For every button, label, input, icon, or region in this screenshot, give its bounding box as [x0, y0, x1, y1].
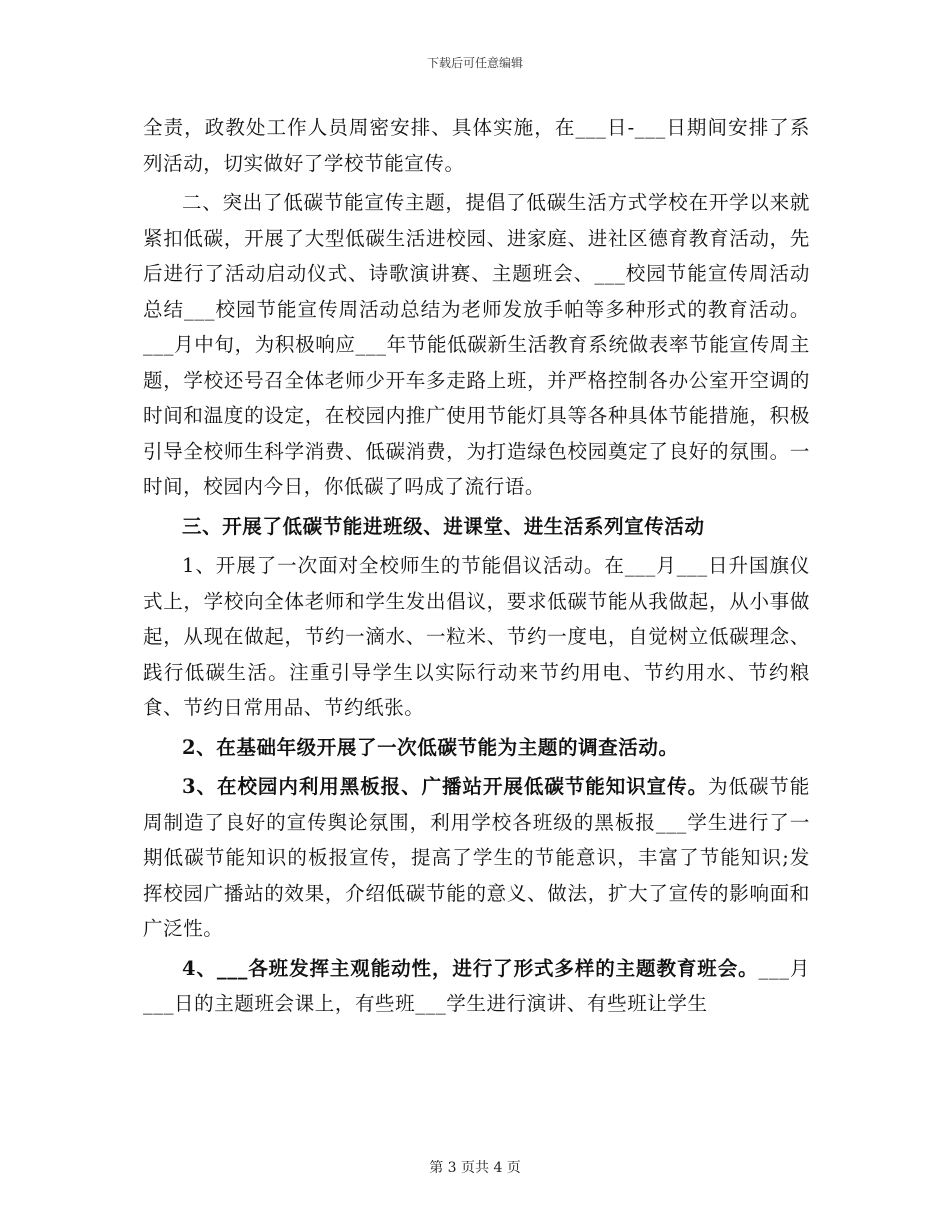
- item-four-body: ___月___日的主题班会课上，有些班___学生进行演讲、有些班让学生: [143, 956, 810, 1015]
- paragraph-item-one: 1、开展了一次面对全校师生的节能倡议活动。在___月___日升国旗仪式上，学校向全体老师和学生发出倡议，要求低碳节能从我做起，从小事做起，从现在做起，节约一滴水、一粒米、节约一度电，自觉树立低碳理念、践行低碳生活。注重引导学生以实际行动来节约用电、节约用水、节约粮食、节约日常用品、节约纸张。: [143, 554, 810, 719]
- document-body: [143, 110, 810, 1022]
- section-three-heading: 三、开展了低碳节能进班级、进课堂、进生活系列宣传活动: [182, 514, 705, 538]
- item-three-body: 为低碳节能周制造了良好的宣传舆论氛围，利用学校各班级的黑板报___学生进行了一期低碳节能知识的板报宣传，提高了学生的节能意识，丰富了节能知识;发挥校园广播站的效果，介绍低碳节能的意义、做法，扩大了宣传的影响面和广泛性。: [143, 775, 810, 940]
- paragraph-continuation: 全责，政教处工作人员周密安排、具体实施，在___日-___日期间安排了系列活动，切实做好了学校节能宣传。: [143, 116, 810, 175]
- paragraph-item-three: [143, 769, 810, 947]
- paragraph-item-four: [143, 951, 810, 1022]
- item-three-lead: 3、在校园内利用黑板报、广播站开展低碳节能知识宣传。: [182, 775, 709, 798]
- paragraph-section-two: 二、突出了低碳节能宣传主题，提倡了低碳生活方式学校在开学以来就紧扣低碳，开展了大型低碳生活进校园、进家庭、进社区德育教育活动，先后进行了活动启动仪式、诗歌演讲赛、主题班会、___校园节能宣传周活动总结___校园节能宣传周活动总结为老师发放手帕等多种形式的教育活动。___月中旬，为积极响应___年节能低碳新生活教育系统做表率节能宣传周主题，学校还号召全体老师少开车多走路上班，并严格控制各办公室开空调的时间和温度的设定，在校园内推广使用节能灯具等各种具体节能措施，积极引导全校师生科学消费、低碳消费，为打造绿色校园奠定了良好的氛围。一时间，校园内今日，你低碳了吗成了流行语。: [143, 191, 810, 498]
- page-footer: 第 3 页共 4 页: [429, 1160, 521, 1176]
- paragraph-item-two: 2、在基础年级开展了一次低碳节能为主题的调查活动。: [182, 735, 679, 759]
- page-header: 下载后可任意编辑: [426, 56, 523, 70]
- item-four-lead: 4、___各班发挥主观能动性，进行了形式多样的主题教育班会。: [182, 956, 759, 980]
